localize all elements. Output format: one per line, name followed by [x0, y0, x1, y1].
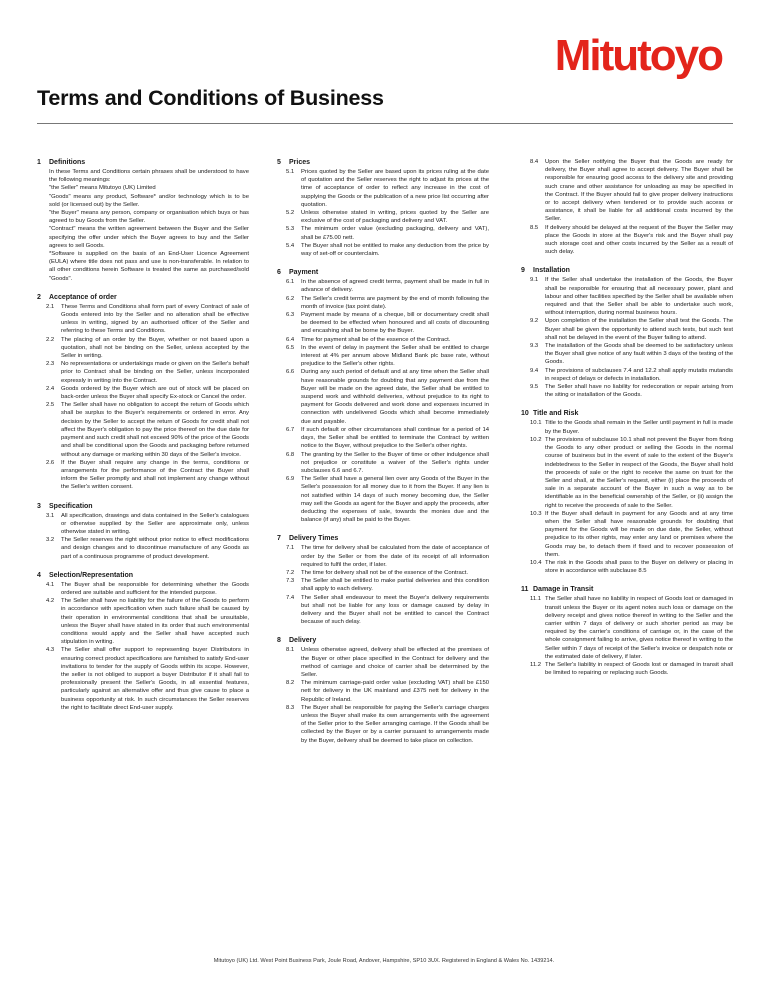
clause-number: 7.2 — [286, 569, 295, 576]
section — [37, 293, 249, 492]
clause-number: 7.1 — [286, 545, 295, 552]
clause — [277, 679, 489, 704]
clause-number: 6.5 — [286, 344, 295, 351]
clause-text: In the absence of agreed credit terms, payment shall be made in full in advance of delivery. — [301, 279, 489, 294]
clause-text: The Seller shall offer support to representing buyer Distributors in ensuring correct product specifications are furnished to satisfy End-user invitations to tender for the supply of Goods within its scope. However, the seller is not obliged to support a buyer Distributor if it shall fail to professionally present the Seller's Goods, in all essential features, particularly against an alternative offer and thus give cause to place a business opportunity at risk. In such circumstances the Seller reserves the right to facilitate direct End-user supply. — [61, 647, 249, 711]
clause — [521, 436, 733, 510]
clause — [37, 581, 249, 597]
clause-text: The Seller's credit terms are payment by the end of month following the month of invoice (tax point date). — [301, 295, 489, 310]
section-heading — [37, 502, 249, 511]
clause — [277, 704, 489, 745]
section — [521, 158, 733, 256]
section-title: Delivery Times — [289, 535, 339, 543]
clause-number: 9.5 — [530, 384, 539, 391]
clause-text: Goods ordered by the Buyer which are out of stock will be placed on back-order unless the Buyer shall specify Ex-stock or Cancel the order. — [61, 385, 249, 401]
section — [277, 636, 489, 744]
clause-number: 2.4 — [46, 385, 55, 392]
clause-number: 4.3 — [46, 647, 55, 654]
clause-number: 5.2 — [286, 210, 295, 217]
clause-number: 8.2 — [286, 680, 295, 687]
clause — [277, 311, 489, 336]
clause-number: 6.2 — [286, 295, 295, 302]
clause — [37, 512, 249, 537]
clause-text: Upon the Seller notifying the Buyer that the Goods are ready for delivery, the Buyer shall agree to accept delivery. The Buyer shall be responsible for ensuring good access to the delivery site and providing such crane and other assistance for unloading as may be specified in the Contract. If the Buyer should fail to give proper delivery instructions or to accept delivery when tendered or to provide such access or assistance, it shall be liable for all additional costs incurred by the Seller. — [545, 159, 733, 223]
clause-number: 7.3 — [286, 578, 295, 585]
clause — [277, 577, 489, 593]
clause-number: 6.8 — [286, 451, 295, 458]
paragraph: "Contract" means the written agreement between the Buyer and the Seller specifying the offer under which the Buyer agrees to buy and the Seller agrees to sell Goods. — [49, 226, 249, 249]
clause — [37, 646, 249, 712]
paragraph: "the Buyer" means any person, company or organisation which buys or has agreed to buy Goods from the Seller. — [49, 210, 249, 225]
clause-text: The Buyer shall be responsible for determining whether the Goods ordered are suitable and sufficient for the intended purpose. — [61, 581, 249, 596]
clause-text: Unless otherwise agreed, delivery shall be effected at the premises of the Buyer or other place specified in the Contract for delivery and the method of carriage and choice of carrier shall be determined by the Seller. — [301, 647, 489, 678]
clause — [277, 544, 489, 569]
section-number: 11 — [521, 586, 529, 594]
clause-text: Upon completion of the installation the Seller shall test the Goods. The Buyer shall be given the opportunity to attend such tests, but such test shall not be delayed in the event of the Buyer failing to attend. — [545, 318, 733, 341]
clause — [521, 559, 733, 575]
clause-number: 2.2 — [46, 336, 55, 343]
section — [277, 534, 489, 626]
clause-number: 9.1 — [530, 277, 539, 284]
clause — [521, 595, 733, 661]
clause-text: No representations or undertakings made or given on the Seller's behalf prior to Contract shall be binding on the Seller, unless incorporated expressly in writing into the Contract. — [61, 361, 249, 384]
clause-number: 8.1 — [286, 647, 295, 654]
clause-text: All specification, drawings and data contained in the Seller's catalogues or otherwise supplied by the Seller are approximate only, unless otherwise stated in writing. — [61, 512, 249, 535]
clause-number: 5.1 — [286, 169, 295, 175]
column-3 — [521, 158, 733, 687]
clause — [521, 158, 733, 224]
section-heading — [37, 571, 249, 580]
clause — [277, 646, 489, 679]
section-heading — [521, 409, 733, 418]
clause-number: 8.5 — [530, 224, 539, 231]
clause-number: 10.1 — [530, 420, 542, 427]
clause — [277, 594, 489, 627]
clause-number: 2.5 — [46, 402, 55, 409]
section — [277, 268, 489, 524]
clause-text: These Terms and Conditions shall form part of every Contract of sale of Goods entered into by the Seller and no alteration shall be effective unless in writing, signed by an authorised officer of the Seller and referring to these Terms and Conditions. — [61, 303, 249, 335]
clause — [37, 401, 249, 458]
clause — [277, 225, 489, 241]
clause-number: 10.4 — [530, 559, 542, 566]
clause-number: 3.2 — [46, 537, 55, 544]
clause-text: If the Buyer shall default in payment for any Goods and at any time when the Seller shall have reasonable grounds for doubting that payment for the Goods will be made on due date, the Seller, without prejudice to its other rights, may enter any land or premises where the Goods may be, to detach them if fixed and to recover possession of them. — [545, 510, 733, 558]
clause-number: 6.9 — [286, 476, 295, 483]
clause-text: The Seller shall have no obligation to accept the return of Goods which shall be surplus to the Buyer's requirements or ordered in error. Any decision by the Seller to accept the return of Goods for credit shall not affect the Buyer's obligation to pay the price thereof on the due date for payment and such credit shall not exceed 90% of the price of the Goods and shall be conditional upon the Goods and packaging before returned without any damage or marking within 30 days of the Seller's invoice. — [61, 402, 249, 458]
section-title: Specification — [49, 502, 93, 510]
clause-number: 11.1 — [530, 596, 542, 603]
section-number: 5 — [277, 159, 281, 166]
section-heading — [37, 293, 249, 302]
clause-number: 3.1 — [46, 512, 55, 519]
clause-number: 4.2 — [46, 598, 55, 605]
clause-text: The Buyer shall not be entitled to make any deduction from the price by way of set-off or counterclaim. — [301, 242, 489, 258]
clause-number: 9.3 — [530, 343, 539, 350]
clause — [277, 209, 489, 225]
column-1 — [37, 158, 249, 722]
title-divider — [37, 123, 733, 124]
clause — [521, 276, 733, 317]
clause-text: The time for delivery shall not be of the essence of the Contract. — [301, 569, 468, 576]
clause — [37, 597, 249, 646]
clause-number: 11.2 — [530, 661, 542, 668]
clause-text: The Seller shall have a general lien over any Goods of the Buyer in the Seller's possession for all money due to it from the Buyer. If any lien is not satisfied within 14 days of such money becoming due, the Seller may sell the Goods as agent for the Buyer and apply the proceeds, after deducting the expenses of sale, towards the monies due and the balance (if any) shall be paid to the Buyer. — [301, 476, 489, 524]
clause-text: The Seller shall endeavour to meet the Buyer's delivery requirements but shall not be liable for any loss or damage caused by delay in delivery and the Buyer shall not be entitled to cancel the Contract because of such delay. — [301, 594, 489, 626]
section — [37, 502, 249, 561]
section-title: Title and Risk — [533, 410, 579, 418]
paragraph: "the Seller" means Mitutoyo (UK) Limited — [49, 185, 156, 192]
clause — [277, 295, 489, 311]
clause — [37, 303, 249, 336]
clause-text: The placing of an order by the Buyer, whether or not based upon a quotation, shall not be binding on the Seller, unless accepted by the Seller in writing. — [61, 336, 249, 360]
clause-text: The provisions of subclauses 7.4 and 12.2 shall apply mutatis mutandis in respect of delays or defects in installation. — [545, 367, 733, 382]
clause — [521, 317, 733, 342]
clause — [521, 510, 733, 559]
page-title: Terms and Conditions of Business — [37, 86, 384, 110]
clause-text: The minimum carriage-paid order value (excluding VAT) shall be £150 nett for delivery in the UK mainland and £375 nett for delivery in the Republic of Ireland. — [301, 680, 489, 703]
section-heading — [277, 158, 489, 167]
clause-text: The Seller shall have no liability for redecoration or repair arising from the siting or installation of the Goods. — [545, 384, 733, 399]
clause-text: The minimum order value (excluding packaging, delivery and VAT), shall be £75.00 nett. — [301, 226, 489, 241]
section-heading — [521, 585, 733, 594]
clause-text: If the Buyer shall require any change in the terms, conditions or arrangements for the performance of the Contract the Buyer shall inform the Seller promptly and shall not implement any change without the Seller's written consent. — [61, 459, 249, 491]
section — [37, 571, 249, 712]
clause-number: 10.3 — [530, 510, 542, 517]
section-title: Delivery — [289, 637, 317, 645]
section-heading — [277, 268, 489, 277]
clause-text: During any such period of default and at any time when the Seller shall have reasonable grounds for doubting that any payment due from the Buyer will be made on the agreed date, the Seller shall be entitled to suspend work and withhold deliveries, without prejudice to its right to payment for Goods delivered and work done and expenses incurred in connection with undelivered Goods which shall become immediately due and payable. — [301, 369, 489, 425]
clause — [521, 383, 733, 399]
section-title: Definitions — [49, 159, 86, 166]
clause-text: If such default or other circumstances shall continue for a period of 14 days, the Seller shall be entitled to terminate the Contract by written notice to the Buyer, without prejudice to the Seller's other rights. — [301, 426, 489, 450]
section-title: Installation — [533, 267, 570, 275]
clause-number: 9.2 — [530, 318, 539, 325]
clause — [277, 242, 489, 258]
clause — [37, 360, 249, 385]
section-number: 2 — [37, 293, 41, 301]
section-number: 6 — [277, 269, 281, 277]
clause — [277, 368, 489, 425]
clause-number: 5.4 — [286, 242, 295, 249]
clause-text: If delivery should be delayed at the request of the Buyer the Seller may place the Goods in store at the Buyer's risk and the Buyer shall pay such storage cost and other costs incurred by the Seller as a result of such delay. — [545, 224, 733, 256]
section — [37, 158, 249, 283]
section-title: Selection/Representation — [49, 571, 134, 579]
clause-text: The installation of the Goods shall be deemed to be satisfactory unless the Buyer shall give notice of any fault within 3 days of the testing of the Goods. — [545, 343, 733, 366]
clause-text: The granting by the Seller to the Buyer of time or other indulgence shall not prejudice or constitute a waiver of the Seller's rights under subclauses 6.6 and 6.7. — [301, 451, 489, 474]
clause — [521, 224, 733, 257]
section-heading — [37, 158, 249, 167]
section-title: Acceptance of order — [49, 293, 117, 301]
clause-text: The provisions of subclause 10.1 shall not prevent the Buyer from fixing the Goods to any other product or selling the Goods in the normal course of business but in the event of sale to the extent of the Buyer's indebtedness to the Seller in respect of the Goods, the Buyer shall hold the proceeds of sale or the right to receive the same on trust for the Seller and shall, at the Seller's request, either (i) place the proceeds of sale in a separate account of the Buyer in such a way as to be identifiable as in the beneficial ownership of the Seller, or (ii) assign the right to receive the proceeds of sale to the Seller. — [545, 436, 733, 509]
clause-text: Time for payment shall be of the essence of the Contract. — [301, 336, 451, 343]
paragraph: "Goods" means any product, Software* and/or technology which is to be sold (or licensed out) by the Seller. — [49, 193, 249, 208]
paragraph: *Software is supplied on the basis of an End-User Licence Agreement (EULA) where title does not pass and use is non-transferable. In relation to all other conditions herein Software is treated the same as purchased/sold "Goods". — [49, 251, 249, 282]
clause — [521, 661, 733, 677]
clause — [277, 451, 489, 476]
clause-text: The Seller shall be entitled to make partial deliveries and this condition shall apply to each delivery. — [301, 578, 489, 593]
clause-text: Unless otherwise stated in writing, prices quoted by the Seller are exclusive of the cost of packaging and delivery and VAT. — [301, 210, 489, 225]
clause-text: Title to the Goods shall remain in the Seller until payment in full is made by the Buyer. — [545, 420, 733, 435]
clause-number: 6.1 — [286, 279, 295, 286]
clause — [521, 419, 733, 435]
clause — [37, 459, 249, 492]
definitions-text — [37, 168, 249, 283]
clause-text: The Seller shall have no liability in respect of Goods lost or damaged in transit unless the Buyer or its agent notes such loss or damage on the delivery receipt and gives notice thereof in writing to the Seller and the carrier within 7 days of delivery or such shorter period as may be required by the carrier's conditions of carriage or, in the case of the whole consignment failing to arrive, gives notice thereof in writing to the Seller within 7 days of receipt of the Seller's invoice or despatch note or the estimated date of delivery, if later. — [545, 596, 733, 660]
clause-number: 8.3 — [286, 704, 295, 711]
clause-text: The time for delivery shall be calculated from the date of acceptance of order by the Seller or from the date of its receipt of all information required to fulfil the order, if later. — [301, 545, 489, 568]
clause-text: The Seller's liability in respect of Goods lost or damaged in transit shall be limited to repairing or replacing such Goods. — [545, 661, 733, 677]
section-title: Prices — [289, 159, 311, 166]
section — [277, 158, 489, 258]
clause-number: 2.1 — [46, 303, 55, 310]
clause — [277, 475, 489, 524]
clause — [277, 569, 489, 577]
clause — [521, 367, 733, 383]
mitutoyo-logo: Mitutoyo — [554, 31, 722, 80]
clause-text: The Seller reserves the right without prior notice to effect modifications and design changes and to discontinue manufacture of any Goods as part of a continuous programme of product development. — [61, 537, 249, 560]
clause — [277, 344, 489, 369]
clause — [521, 342, 733, 367]
section-title: Damage in Transit — [533, 586, 594, 594]
section-number: 10 — [521, 410, 529, 418]
clause-text: If the Seller shall undertake the installation of the Goods, the Buyer shall be responsible for ensuring that all necessary power, plant and labour and other facilities specified by the Seller shall be available when required and that the Seller shall be able to undertake such work, without interruption, during normal business hours. — [545, 277, 733, 317]
section-number: 9 — [521, 267, 525, 275]
paragraph: In these Terms and Conditions certain phrases shall be understood to have the following meanings: — [49, 169, 249, 184]
clause-number: 10.2 — [530, 436, 542, 443]
clause-text: In the event of delay in payment the Seller shall be entitled to charge interest at 4% per annum above Midland Bank plc base rate, without prejudice to the Seller's other rights. — [301, 344, 489, 368]
clause-number: 6.6 — [286, 369, 295, 376]
clause — [37, 336, 249, 361]
clause — [277, 426, 489, 451]
clause-number: 2.6 — [46, 459, 55, 466]
section — [521, 266, 733, 399]
section-number: 3 — [37, 502, 41, 510]
clause-number: 8.4 — [530, 159, 539, 165]
section-heading — [521, 266, 733, 275]
clause-number: 2.3 — [46, 361, 55, 368]
section-number: 8 — [277, 637, 281, 645]
clause-number: 6.4 — [286, 336, 295, 343]
section-title: Payment — [289, 269, 319, 277]
clause-text: The risk in the Goods shall pass to the Buyer on delivery or placing in store in accordance with subclause 8.5 — [545, 559, 733, 575]
clause — [37, 385, 249, 401]
clause — [277, 278, 489, 294]
clause-text: The Buyer shall be responsible for paying the Seller's carriage charges unless the Buyer shall make its own arrangements with the agreement of the Seller prior to the Seller arranging carriage. If the Goods shall be collected by the Buyer or by a carrier pursuant to arrangements made by the Buyer, delivery shall be deemed to take place on collection. — [301, 704, 489, 744]
section-number: 4 — [37, 571, 41, 579]
clause — [37, 536, 249, 561]
clause-text: Prices quoted by the Seller are based upon its prices ruling at the date of quotation and the Seller reserves the right to adjust its prices at the time of acceptance of order to reflect any increase in the cost of supplying the Goods or the publication of a new price list occurring after quotation. — [301, 169, 489, 208]
clause-number: 6.3 — [286, 312, 295, 319]
column-2 — [277, 158, 489, 755]
clause-number: 7.4 — [286, 594, 295, 601]
clause-number: 9.4 — [530, 367, 539, 374]
section-number: 7 — [277, 535, 281, 543]
section-heading — [277, 636, 489, 645]
clause-number: 5.3 — [286, 226, 295, 233]
clause — [277, 336, 489, 344]
section-number: 1 — [37, 159, 41, 166]
footer-address: Mitutoyo (UK) Ltd. West Point Business Park, Joule Road, Andover, Hampshire, SP10 3UX. Registered in England & Wales No. 1439214. — [213, 958, 555, 964]
clause-text: Payment made by means of a cheque, bill or documentary credit shall be deemed to be effected when honoured and all costs of discounting and encashing shall be borne by the Buyer. — [301, 312, 489, 335]
section — [521, 409, 733, 575]
clause-number: 4.1 — [46, 581, 55, 588]
clause-number: 6.7 — [286, 426, 295, 433]
section — [521, 585, 733, 677]
clause — [277, 168, 489, 209]
clause-text: The Seller shall have no liability for the failure of the Goods to perform in accordance with specification when such failure shall be caused by their operation in environmental conditions that shall be unsuitable, unless the Buyer shall have stated in its order that such environmental conditions would apply and the Seller shall have accepted such stipulation in writing. — [61, 598, 249, 646]
section-heading — [277, 534, 489, 543]
